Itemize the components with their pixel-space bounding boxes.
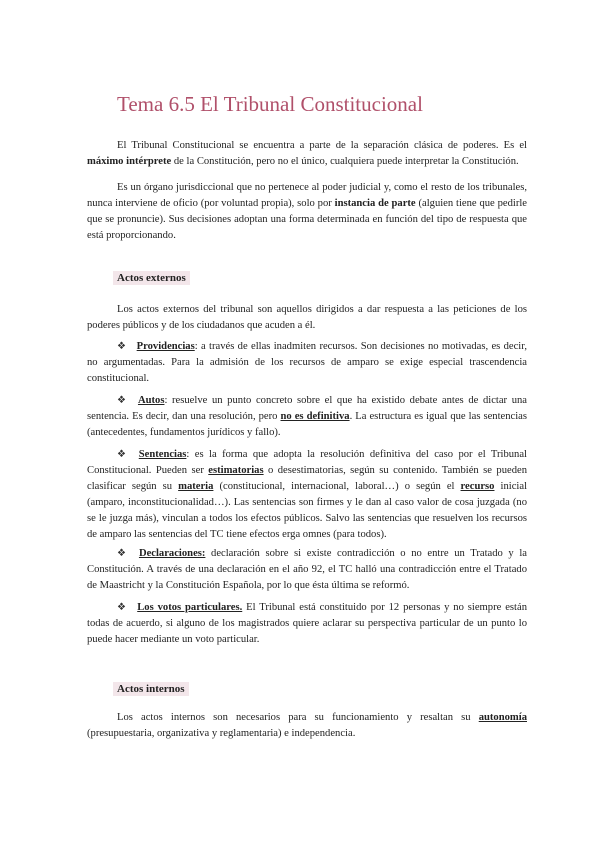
- term: Sentencias: [138, 449, 187, 460]
- section-heading-actos-externos: Actos externos: [113, 271, 190, 285]
- text: declaración sobre si existe contradicción o no entre un Tratado y la Constitución. A través de una declaración en el año 92, el TC halló una contradicción entre el Tratado de Maastricht y la Constitución Española, por lo que ésta última se reformó.: [87, 548, 527, 591]
- list-item-providencias: [87, 339, 527, 387]
- text: El Tribunal Constitucional se encuentra a parte de la separación clásica de poderes. Es el: [117, 140, 527, 151]
- term: Los votos particulares.: [137, 602, 243, 613]
- bold-term: instancia de parte: [334, 198, 416, 209]
- intro-paragraph-2: [87, 180, 527, 244]
- bold-term: materia: [178, 481, 214, 492]
- diamond-bullet-icon: ❖: [117, 341, 127, 352]
- term: Declaraciones:: [138, 548, 206, 559]
- section-heading-actos-internos: Actos internos: [113, 682, 189, 696]
- text: de la Constitución, pero no el único, cualquiera puede interpretar la Constitución.: [171, 156, 519, 167]
- list-item-sentencias: [87, 447, 527, 543]
- text: (alguien tiene que pedirle que se pronuncie). Sus decisiones adoptan una forma determinada en función del tipo de respuesta que está proporcionando.: [87, 198, 527, 241]
- diamond-bullet-icon: ❖: [117, 395, 128, 406]
- page-title: Tema 6.5 El Tribunal Constitucional: [117, 92, 423, 116]
- text: (presupuestaria, organizativa y reglamentaria) e independencia.: [87, 728, 356, 739]
- text: Es un órgano jurisdiccional que no pertenece al poder judicial y, como el resto de los tribunales, nunca interviene de oficio (por voluntad propia), solo por: [87, 182, 527, 209]
- text: : a través de ellas inadmiten recursos. Son decisiones no motivadas, es decir, no argumentadas. Para la admisión de los recursos de amparo se exige especial trascendencia constitucional.: [87, 341, 527, 384]
- list-item-votos-particulares: [87, 600, 527, 648]
- text: o desestimatorias, según su contenido. También se pueden clasificar según su: [87, 465, 527, 492]
- bold-term: recurso: [460, 481, 495, 492]
- externos-intro: Los actos externos del tribunal son aquellos dirigidos a dar respuesta a las peticiones de los poderes públicos y de los ciudadanos que acuden a él.: [87, 304, 527, 331]
- term: Autos: [137, 395, 165, 406]
- diamond-bullet-icon: ❖: [117, 602, 128, 613]
- text: Los actos internos son necesarios para su funcionamiento y resaltan su: [117, 712, 479, 723]
- text: (constitucional, internacional, laboral…) o según el: [213, 481, 461, 492]
- text: : es la forma que adopta la resolución definitiva del caso por el Tribunal Constitucional. Pueden ser: [87, 449, 527, 476]
- diamond-bullet-icon: ❖: [117, 449, 129, 460]
- diamond-bullet-icon: ❖: [117, 548, 129, 559]
- internos-paragraph: [87, 710, 527, 742]
- bold-term: máximo intérprete: [87, 156, 172, 167]
- bold-term: no es definitiva: [280, 411, 350, 422]
- list-item-declaraciones: [87, 546, 527, 594]
- text: . La estructura es igual que las sentencias (antecedentes, fundamentos jurídicos y fallo).: [87, 411, 528, 438]
- term: Providencias: [136, 341, 195, 352]
- bold-term: estimatorias: [208, 465, 264, 476]
- bold-term: autonomía: [478, 712, 527, 723]
- text: El Tribunal está constituido por 12 personas y no siempre están todas de acuerdo, si alguno de los magistrados quiere aclarar su perspectiva particular de un punto lo puede hacer mediante un voto particular.: [87, 602, 527, 645]
- intro-paragraph-1: [87, 138, 527, 170]
- text: inicial (amparo, inconstitucionalidad…). Las sentencias son firmes y le dan al caso valor de cosa juzgada (no se le juzga más), vinculan a todos los efectos públicos. Salvo las sentencias que resuelven los recursos de amparo las sentencias del TC tiene efectos erga omnes (para todos).: [87, 481, 528, 540]
- text: : resuelve un punto concreto sobre el que ha existido debate antes de dictar una sentencia. Es decir, dan una resolución, pero: [87, 395, 527, 422]
- list-item-autos: [87, 393, 527, 441]
